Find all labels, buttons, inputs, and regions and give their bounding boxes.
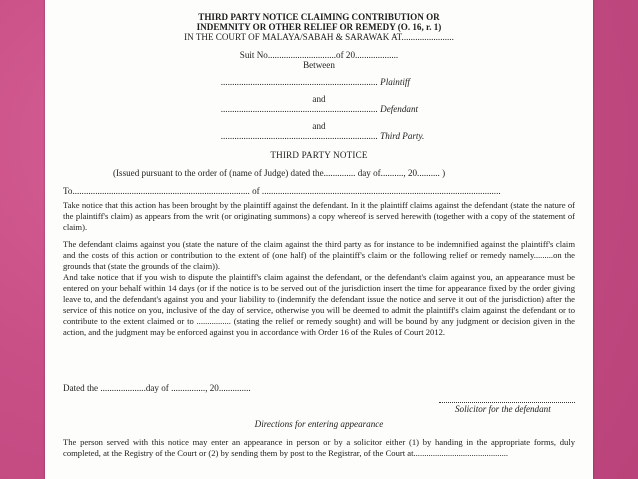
plaintiff-line: ..................................................................... Plaintiff — [221, 77, 410, 87]
title-line-1: THIRD PARTY NOTICE CLAIMING CONTRIBUTION OR — [198, 12, 440, 22]
paragraph-defendant-claims: The defendant claims against you (state the nature of the claim against the third party as for instance to be indemnified against the plaintiff's claim and the costs of this action or contribution to the extent of (one half) of the plaintiff's claim or the following relief or remedy namely.........on the grounds that (state the grounds of the claim)). — [63, 239, 575, 271]
and-label-2: and — [312, 121, 326, 131]
title-line-2: INDEMNITY OR OTHER RELIEF OR REMEDY (O. 16, r. 1) — [196, 22, 442, 32]
issued-line: (Issued pursuant to the order of (name of Judge) dated the.............. day of.........., 20.......... ) — [113, 168, 446, 178]
and-label-1: and — [312, 94, 326, 104]
dated-line: Dated the ....................day of ..............., 20.............. — [63, 383, 251, 393]
paragraph-action: Take notice that this action has been brought by the plaintiff against the defendant. In it the plaintiff claims against the defendant (state the nature of the plaintiff's claim) as appears from the writ (or originating summons) a copy whereof is served herewith (together with a copy of the statement of claim). — [63, 200, 575, 232]
suit-number: Suit No..............................of 20................... — [239, 50, 399, 60]
third-party-line: ..................................................................... Third Party. — [221, 131, 425, 141]
notice-heading: THIRD PARTY NOTICE — [270, 150, 368, 160]
signature-line — [439, 402, 575, 403]
court-line: IN THE COURT OF MALAYA/SABAH & SARAWAK AT....................... — [184, 32, 454, 42]
signature-label: Solicitor for the defendant — [455, 404, 551, 414]
defendant-line: ..................................................................... Defendant — [221, 104, 419, 114]
appearance-paragraph: The person served with this notice may enter an appearance in person or by a solicitor either (1) by handing in the appropriate forms, duly completed, at the Registry of the Court or (2) by sending them by post to the Registrar, of the Court at............................................ — [63, 437, 575, 458]
to-line: To.............................................................................. of ......................................................................................................... — [63, 186, 501, 196]
between-label: Between — [303, 60, 335, 70]
document-page — [45, 0, 593, 479]
appearance-heading: Directions for entering appearance — [254, 419, 384, 429]
paragraph-take-notice: And take notice that if you wish to dispute the plaintiff's claim against the defendant, or the defendant's claim against you, an appearance must be entered on your behalf within 14 days (or if the notice is to be served out of the jurisdiction insert the time for appearance fixed by the order giving leave to, and the defendant's against you and your liability to (indemnify the defendant issue the notice and serve it out of the jurisdiction) after the service of this notice on you, inclusive of the day of service, otherwise you will be deemed to admit the plaintiff's claim against the defendant or to contribute to the extent claimed or to ................ (stating the relief or remedy sought) and will be bound by any judgment or decision given in the action, and the judgment may be enforced against you in accordance with Order 16 of the Rules of Court 2012. — [63, 272, 575, 337]
